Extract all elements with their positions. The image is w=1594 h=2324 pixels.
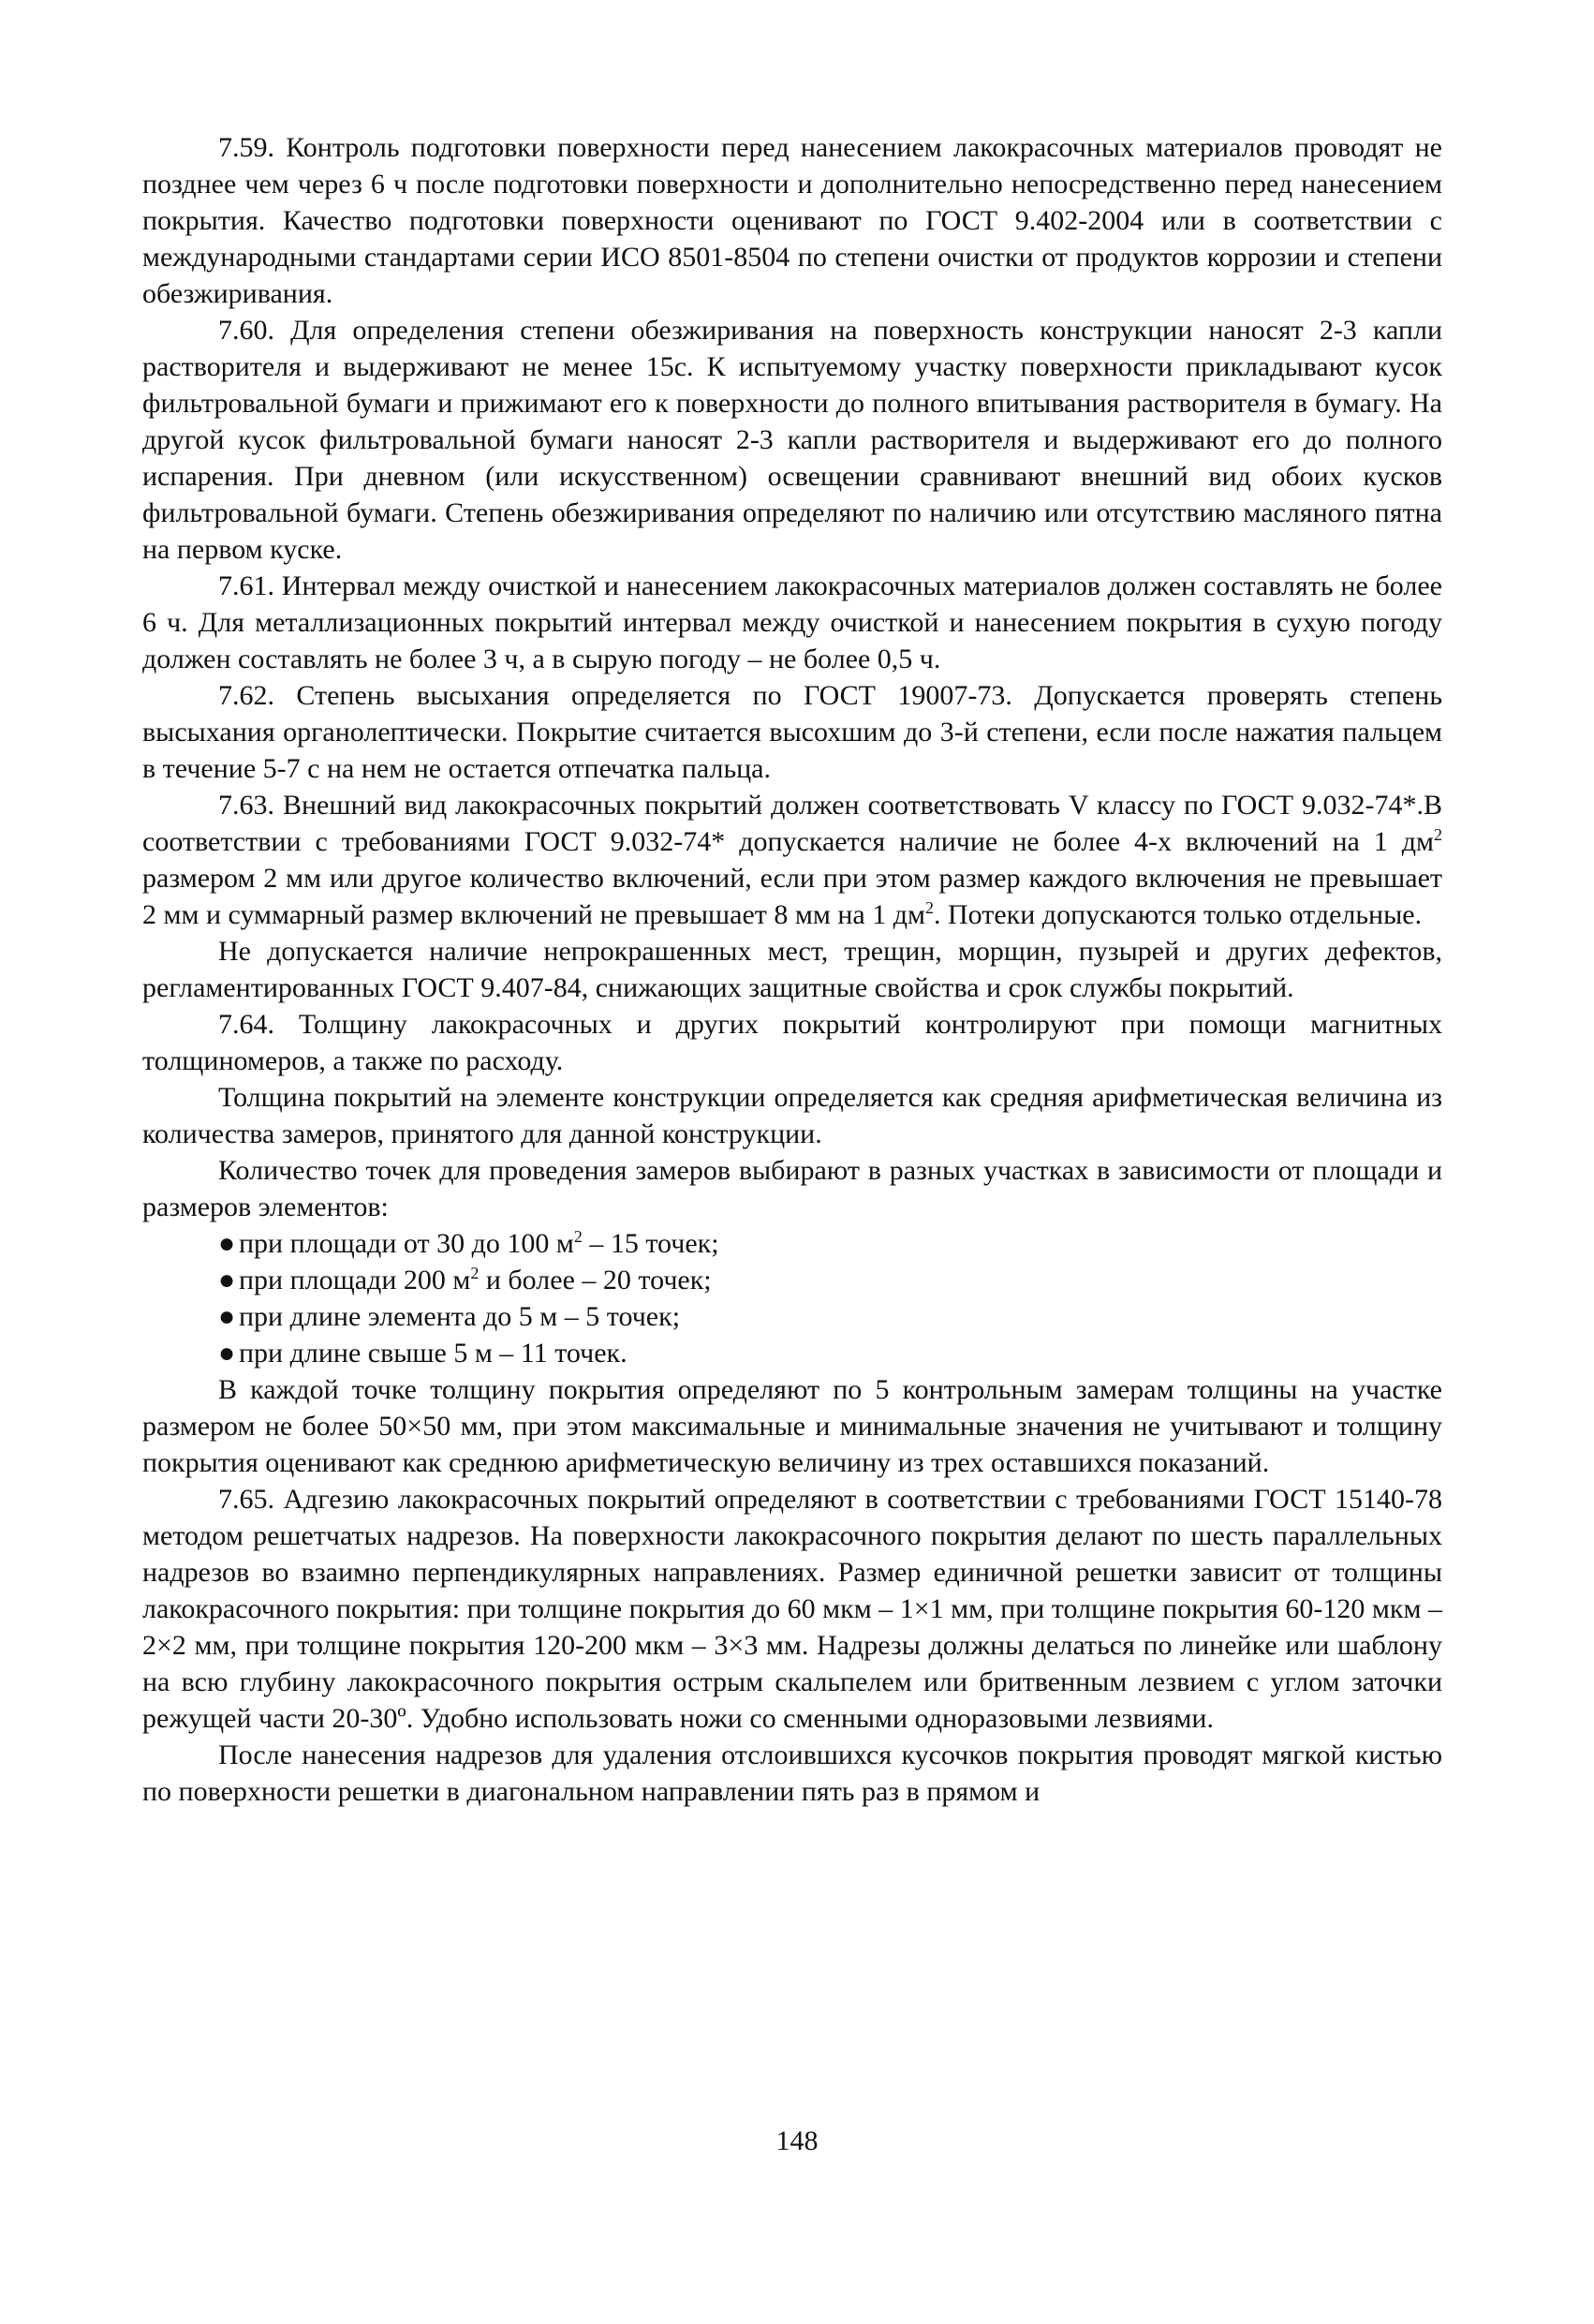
paragraph — [142, 1006, 1442, 1079]
paragraph — [142, 1079, 1442, 1152]
text-run: 7.64. Толщину лакокрасочных и других покрытий контролируют при помощи магнитных толщиномеров, а также по расходу. — [142, 1009, 1442, 1076]
paragraph — [142, 1481, 1442, 1737]
bullet-icon: ● — [218, 1301, 236, 1332]
text-run: После нанесения надрезов для удаления отслоившихся кусочков покрытия проводят мягкой кистью по поверхности решетки в диагональном направлении пять раз в прямом и — [142, 1739, 1442, 1807]
text-run: Толщина покрытий на элементе конструкции определяется как средняя арифметическая величина из количества замеров, принятого для данной конструкции. — [142, 1082, 1442, 1149]
page-number: 148 — [775, 2125, 819, 2156]
list-item — [142, 1335, 1442, 1371]
text-run: при длине свыше 5 м – 11 точек. — [239, 1338, 627, 1369]
paragraph — [142, 568, 1442, 677]
superscript: 2 — [924, 898, 934, 917]
text-run: – 15 точек; — [582, 1228, 719, 1259]
text-run: Количество точек для проведения замеров выбирают в разных участках в зависимости от площади и размеров элементов: — [142, 1155, 1442, 1222]
bullet-icon: ● — [218, 1228, 236, 1259]
superscript: 2 — [470, 1264, 480, 1282]
bullet-icon: ● — [218, 1265, 236, 1295]
text-run: 7.61. Интервал между очисткой и нанесением лакокрасочных материалов должен составлять не более 6 ч. Для металлизационных покрытий интервал между очисткой и нанесением покрытия в сухую погоду должен составлять не более 3 ч, а в сырую погоду – не более 0,5 ч. — [142, 570, 1442, 674]
list-item — [142, 1262, 1442, 1298]
paragraph — [142, 787, 1442, 933]
bullet-icon: ● — [218, 1338, 236, 1369]
text-run: размером 2 мм или другое количество включений, если при этом размер каждого включения не превышает 2 мм и суммарный размер включений не превышает 8 мм на 1 дм — [142, 863, 1442, 930]
paragraph — [142, 312, 1442, 568]
text-run: Не допускается наличие непрокрашенных мест, трещин, морщин, пузырей и других дефектов, регламентированных ГОСТ 9.407-84, снижающих защитные свойства и срок службы покрытий. — [142, 936, 1442, 1003]
text-run: при площади от 30 до 100 м — [239, 1228, 574, 1259]
text-run: и более – 20 точек; — [479, 1265, 712, 1295]
text-run: при длине элемента до 5 м – 5 точек; — [239, 1301, 681, 1332]
text-run: 7.60. Для определения степени обезжиривания на поверхность конструкции наносят 2-3 капли растворителя и выдерживают не менее 15с. К испытуемому участку поверхности прикладывают кусок фильтровальной бумаги и прижимают его к поверхности до полного впитывания растворителя в бумагу. На другой кусок фильтровальной бумаги наносят 2-3 капли растворителя и выдерживают его до полного испарения. При дневном (или искусственном) освещении сравнивают внешний вид обоих кусков фильтровальной бумаги. Степень обезжиривания определяют по наличию или отсутствию масляного пятна на первом куске. — [142, 315, 1442, 565]
paragraph — [142, 1737, 1442, 1810]
paragraph — [142, 933, 1442, 1006]
paragraph — [142, 677, 1442, 787]
text-run: 7.62. Степень высыхания определяется по ГОСТ 19007-73. Допускается проверять степень высыхания органолептически. Покрытие считается высохшим до 3-й степени, если после нажатия пальцем в течение 5-7 с на нем не остается отпечатка пальца. — [142, 680, 1442, 784]
page-body — [142, 129, 1442, 1810]
superscript: 2 — [573, 1227, 583, 1246]
text-run: 7.63. Внешний вид лакокрасочных покрытий должен соответствовать V классу по ГОСТ 9.032-74*.В соответствии с требованиями ГОСТ 9.032-74* допускается наличие не более 4-х включений на 1 дм — [142, 790, 1442, 857]
paragraph — [142, 1371, 1442, 1481]
list-item — [142, 1298, 1442, 1335]
superscript: 2 — [1434, 825, 1442, 844]
text-run: . Потеки допускаются только отдельные. — [933, 899, 1423, 930]
text-run: 7.59. Контроль подготовки поверхности перед нанесением лакокрасочных материалов проводят не позднее чем через 6 ч после подготовки поверхности и дополнительно непосредственно перед нанесением покрытия. Качество подготовки поверхности оценивают по ГОСТ 9.402-2004 или в соответствии с международными стандартами серии ИСО 8501-8504 по степени очистки от продуктов коррозии и степени обезжиривания. — [142, 132, 1442, 309]
text-run: 7.65. Адгезию лакокрасочных покрытий определяют в соответствии с требованиями ГОСТ 15140-78 методом решетчатых надрезов. На поверхности лакокрасочного покрытия делают по шесть параллельных надрезов во взаимно перпендикулярных направлениях. Размер единичной решетки зависит от толщины лакокрасочного покрытия: при толщине покрытия до 60 мкм – 1×1 мм, при толщине покрытия 60-120 мкм – 2×2 мм, при толщине покрытия 120-200 мкм – 3×3 мм. Надрезы должны делаться по линейке или шаблону на всю глубину лакокрасочного покрытия острым скальпелем или бритвенным лезвием с углом заточки режущей части 20-30º. Удобно использовать ножи со сменными одноразовыми лезвиями. — [142, 1484, 1442, 1734]
paragraph — [142, 129, 1442, 312]
list-item — [142, 1225, 1442, 1262]
text-run: В каждой точке толщину покрытия определяют по 5 контрольным замерам толщины на участке размером не более 50×50 мм, при этом максимальные и минимальные значения не учитывают и толщину покрытия оценивают как среднюю арифметическую величину из трех оставшихся показаний. — [142, 1374, 1442, 1478]
text-run: при площади 200 м — [239, 1265, 471, 1295]
paragraph — [142, 1152, 1442, 1225]
